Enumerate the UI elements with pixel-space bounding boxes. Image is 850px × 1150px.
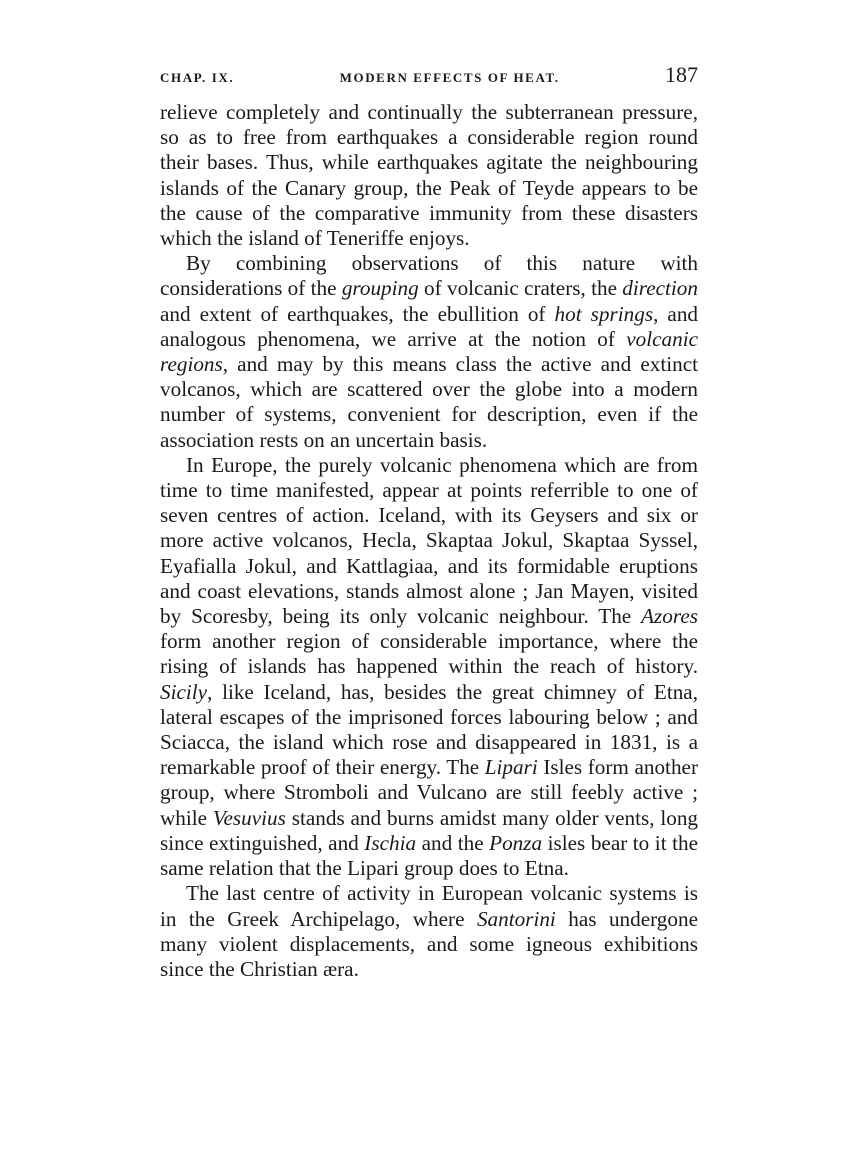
text-run: , like Iceland, has, besides the great chimney of Etna, lateral escapes of the imprisoned forces labouring below ; and Sciacca, the island which rose and disappeared in 1831, is a remarkable proof of their energy. The — [160, 679, 698, 780]
page-number: 187 — [665, 62, 698, 87]
text-run: The last centre of activity in European volcanic systems is in the Greek Archipelago, where — [160, 881, 698, 931]
paragraph — [160, 453, 698, 881]
italic-term: direction — [622, 276, 698, 301]
text-run: has undergone many violent displacements, and some igneous exhibitions since the Christian æra. — [160, 906, 698, 981]
italic-term: Ponza — [489, 830, 543, 855]
text-run: In Europe, the purely volcanic phenomena which are from time to time manifested, appear at points referrible to one of seven centres of action. Iceland, with its Geysers and six or more active volcanos, Hecla, Skaptaa Jokul, Skaptaa Syssel, Eyafialla Jokul, and Kattlagiaa, and its formidable eruptions and coast elevations, stands almost alone ; Jan Mayen, visited by Scoresby, being its only volcanic neighbour. The — [160, 452, 698, 629]
italic-term: Ischia — [364, 830, 417, 855]
italic-term: Santorini — [476, 906, 556, 931]
italic-term: hot springs — [554, 301, 654, 326]
text-run: By combining observations of this nature with considerations of the — [160, 251, 698, 301]
paragraph — [160, 881, 698, 982]
text-run: Isles form another group, where Stromboli and Vulcano are still feebly active ; while — [160, 755, 699, 830]
text-run: stands and burns amidst many older vents, long since extinguished, and — [160, 805, 699, 855]
italic-term: Azores — [641, 604, 698, 629]
text-run: , and analogous phenomena, we arrive at the notion of — [160, 301, 699, 351]
paragraph — [160, 100, 698, 251]
text-run: isles bear to it the same relation that the Lipari group does to Etna. — [160, 830, 698, 881]
text-run: of volcanic craters, the — [418, 276, 623, 301]
running-head — [160, 62, 698, 88]
italic-term: volcanic regions — [160, 326, 698, 377]
book-page — [160, 62, 698, 982]
italic-term: Sicily — [160, 679, 208, 704]
italic-term: grouping — [341, 276, 419, 301]
chapter-label: CHAP. IX. — [160, 70, 235, 85]
italic-term: Vesuvius — [212, 805, 286, 830]
paragraph — [160, 251, 698, 453]
text-run: relieve completely and continually the subterranean pressure, so as to free from earthquakes a considerable region round their bases. Thus, while earthquakes agitate the neighbouring islands of the Canary group, the Peak of Teyde appears to be the cause of the comparative immunity from these disasters which the island of Teneriffe enjoys. — [160, 100, 698, 251]
italic-term: Lipari — [484, 755, 538, 780]
body-text — [160, 100, 698, 982]
text-run: and the — [416, 830, 490, 855]
text-run: and extent of earthquakes, the ebullition of — [160, 301, 555, 326]
running-title: MODERN EFFECTS OF HEAT. — [339, 70, 560, 85]
text-run: form another region of considerable importance, where the rising of islands has happened within the reach of history. — [160, 629, 698, 679]
text-run: , and may by this means class the active and extinct volcanos, which are scattered over the globe into a modern number of systems, convenient for description, even if the association rests on an uncertain basis. — [160, 352, 698, 452]
